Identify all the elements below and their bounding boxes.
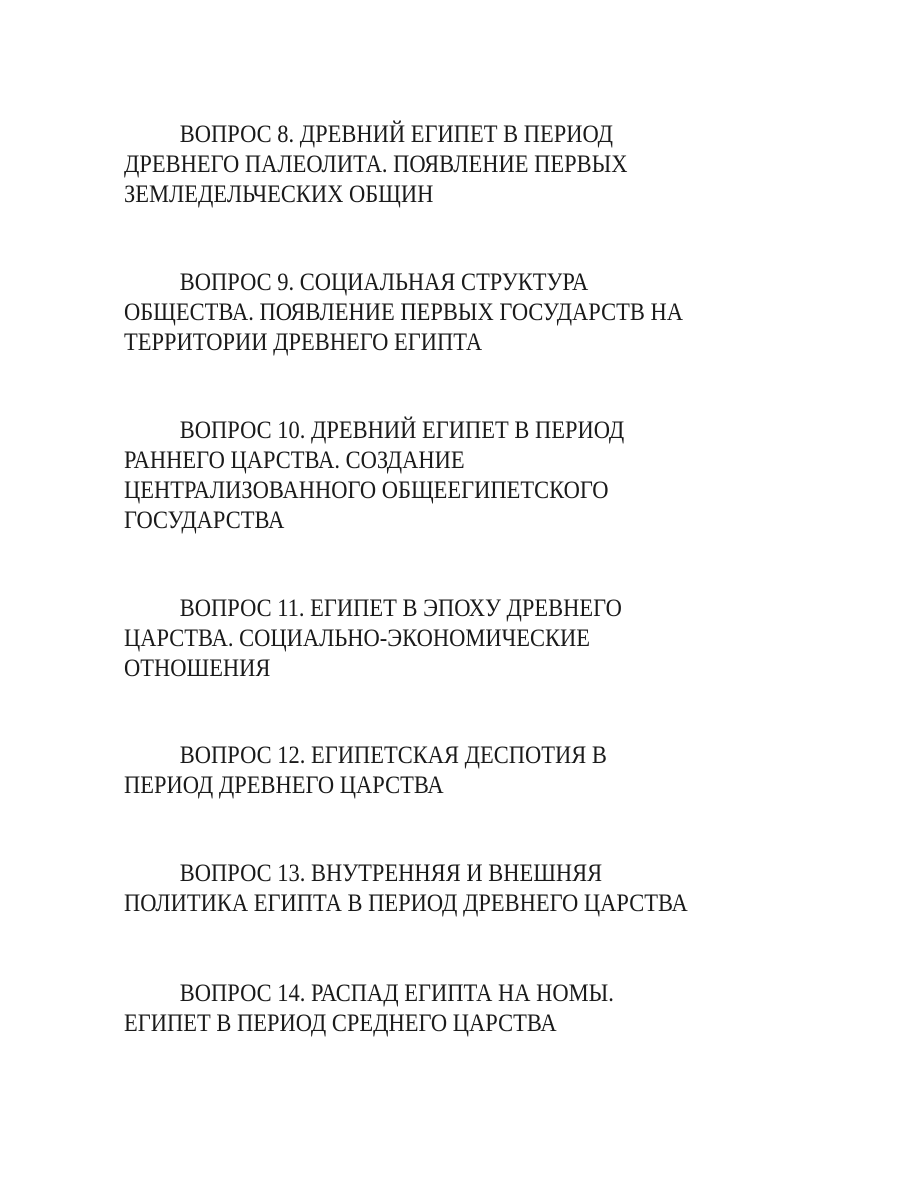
heading-line: ТЕРРИТОРИИ ДРЕВНЕГО ЕГИПТА <box>124 329 483 356</box>
heading-line: ВОПРОС 14. РАСПАД ЕГИПТА НА НОМЫ. <box>179 980 614 1007</box>
question-14-heading <box>124 979 700 1039</box>
heading-line: ВОПРОС 13. ВНУТРЕННЯЯ И ВНЕШНЯЯ <box>179 860 603 887</box>
heading-line: ВОПРОС 9. СОЦИАЛЬНАЯ СТРУКТУРА <box>179 269 589 296</box>
heading-line: ВОПРОС 8. ДРЕВНИЙ ЕГИПЕТ В ПЕРИОД <box>179 121 613 148</box>
question-12-heading <box>124 741 700 801</box>
heading-line: ГОСУДАРСТВА <box>124 507 285 534</box>
question-13-heading <box>124 859 700 919</box>
question-10-heading <box>124 416 700 536</box>
heading-line: ВОПРОС 12. ЕГИПЕТСКАЯ ДЕСПОТИЯ В <box>179 742 607 769</box>
heading-line: ЦЕНТРАЛИЗОВАННОГО ОБЩЕЕГИПЕТСКОГО <box>124 477 609 504</box>
heading-line: РАННЕГО ЦАРСТВА. СОЗДАНИЕ <box>124 447 465 474</box>
question-8-heading <box>124 120 700 210</box>
heading-line: ВОПРОС 10. ДРЕВНИЙ ЕГИПЕТ В ПЕРИОД <box>179 417 625 444</box>
heading-line: ЦАРСТВА. СОЦИАЛЬНО-ЭКОНОМИЧЕСКИЕ <box>124 625 590 652</box>
heading-line: ЗЕМЛЕДЕЛЬЧЕСКИХ ОБЩИН <box>124 181 434 208</box>
heading-line: ОТНОШЕНИЯ <box>124 655 271 682</box>
heading-line: ОБЩЕСТВА. ПОЯВЛЕНИЕ ПЕРВЫХ ГОСУДАРСТВ НА <box>124 299 683 326</box>
question-9-heading <box>124 268 700 358</box>
heading-line: ПЕРИОД ДРЕВНЕГО ЦАРСТВА <box>124 772 444 799</box>
heading-line: ЕГИПЕТ В ПЕРИОД СРЕДНЕГО ЦАРСТВА <box>124 1010 557 1037</box>
heading-line: ВОПРОС 11. ЕГИПЕТ В ЭПОХУ ДРЕВНЕГО <box>179 595 622 622</box>
question-11-heading <box>124 594 700 684</box>
heading-line: ПОЛИТИКА ЕГИПТА В ПЕРИОД ДРЕВНЕГО ЦАРСТВА <box>124 890 688 917</box>
heading-line: ДРЕВНЕГО ПАЛЕОЛИТА. ПОЯВЛЕНИЕ ПЕРВЫХ <box>124 151 628 178</box>
